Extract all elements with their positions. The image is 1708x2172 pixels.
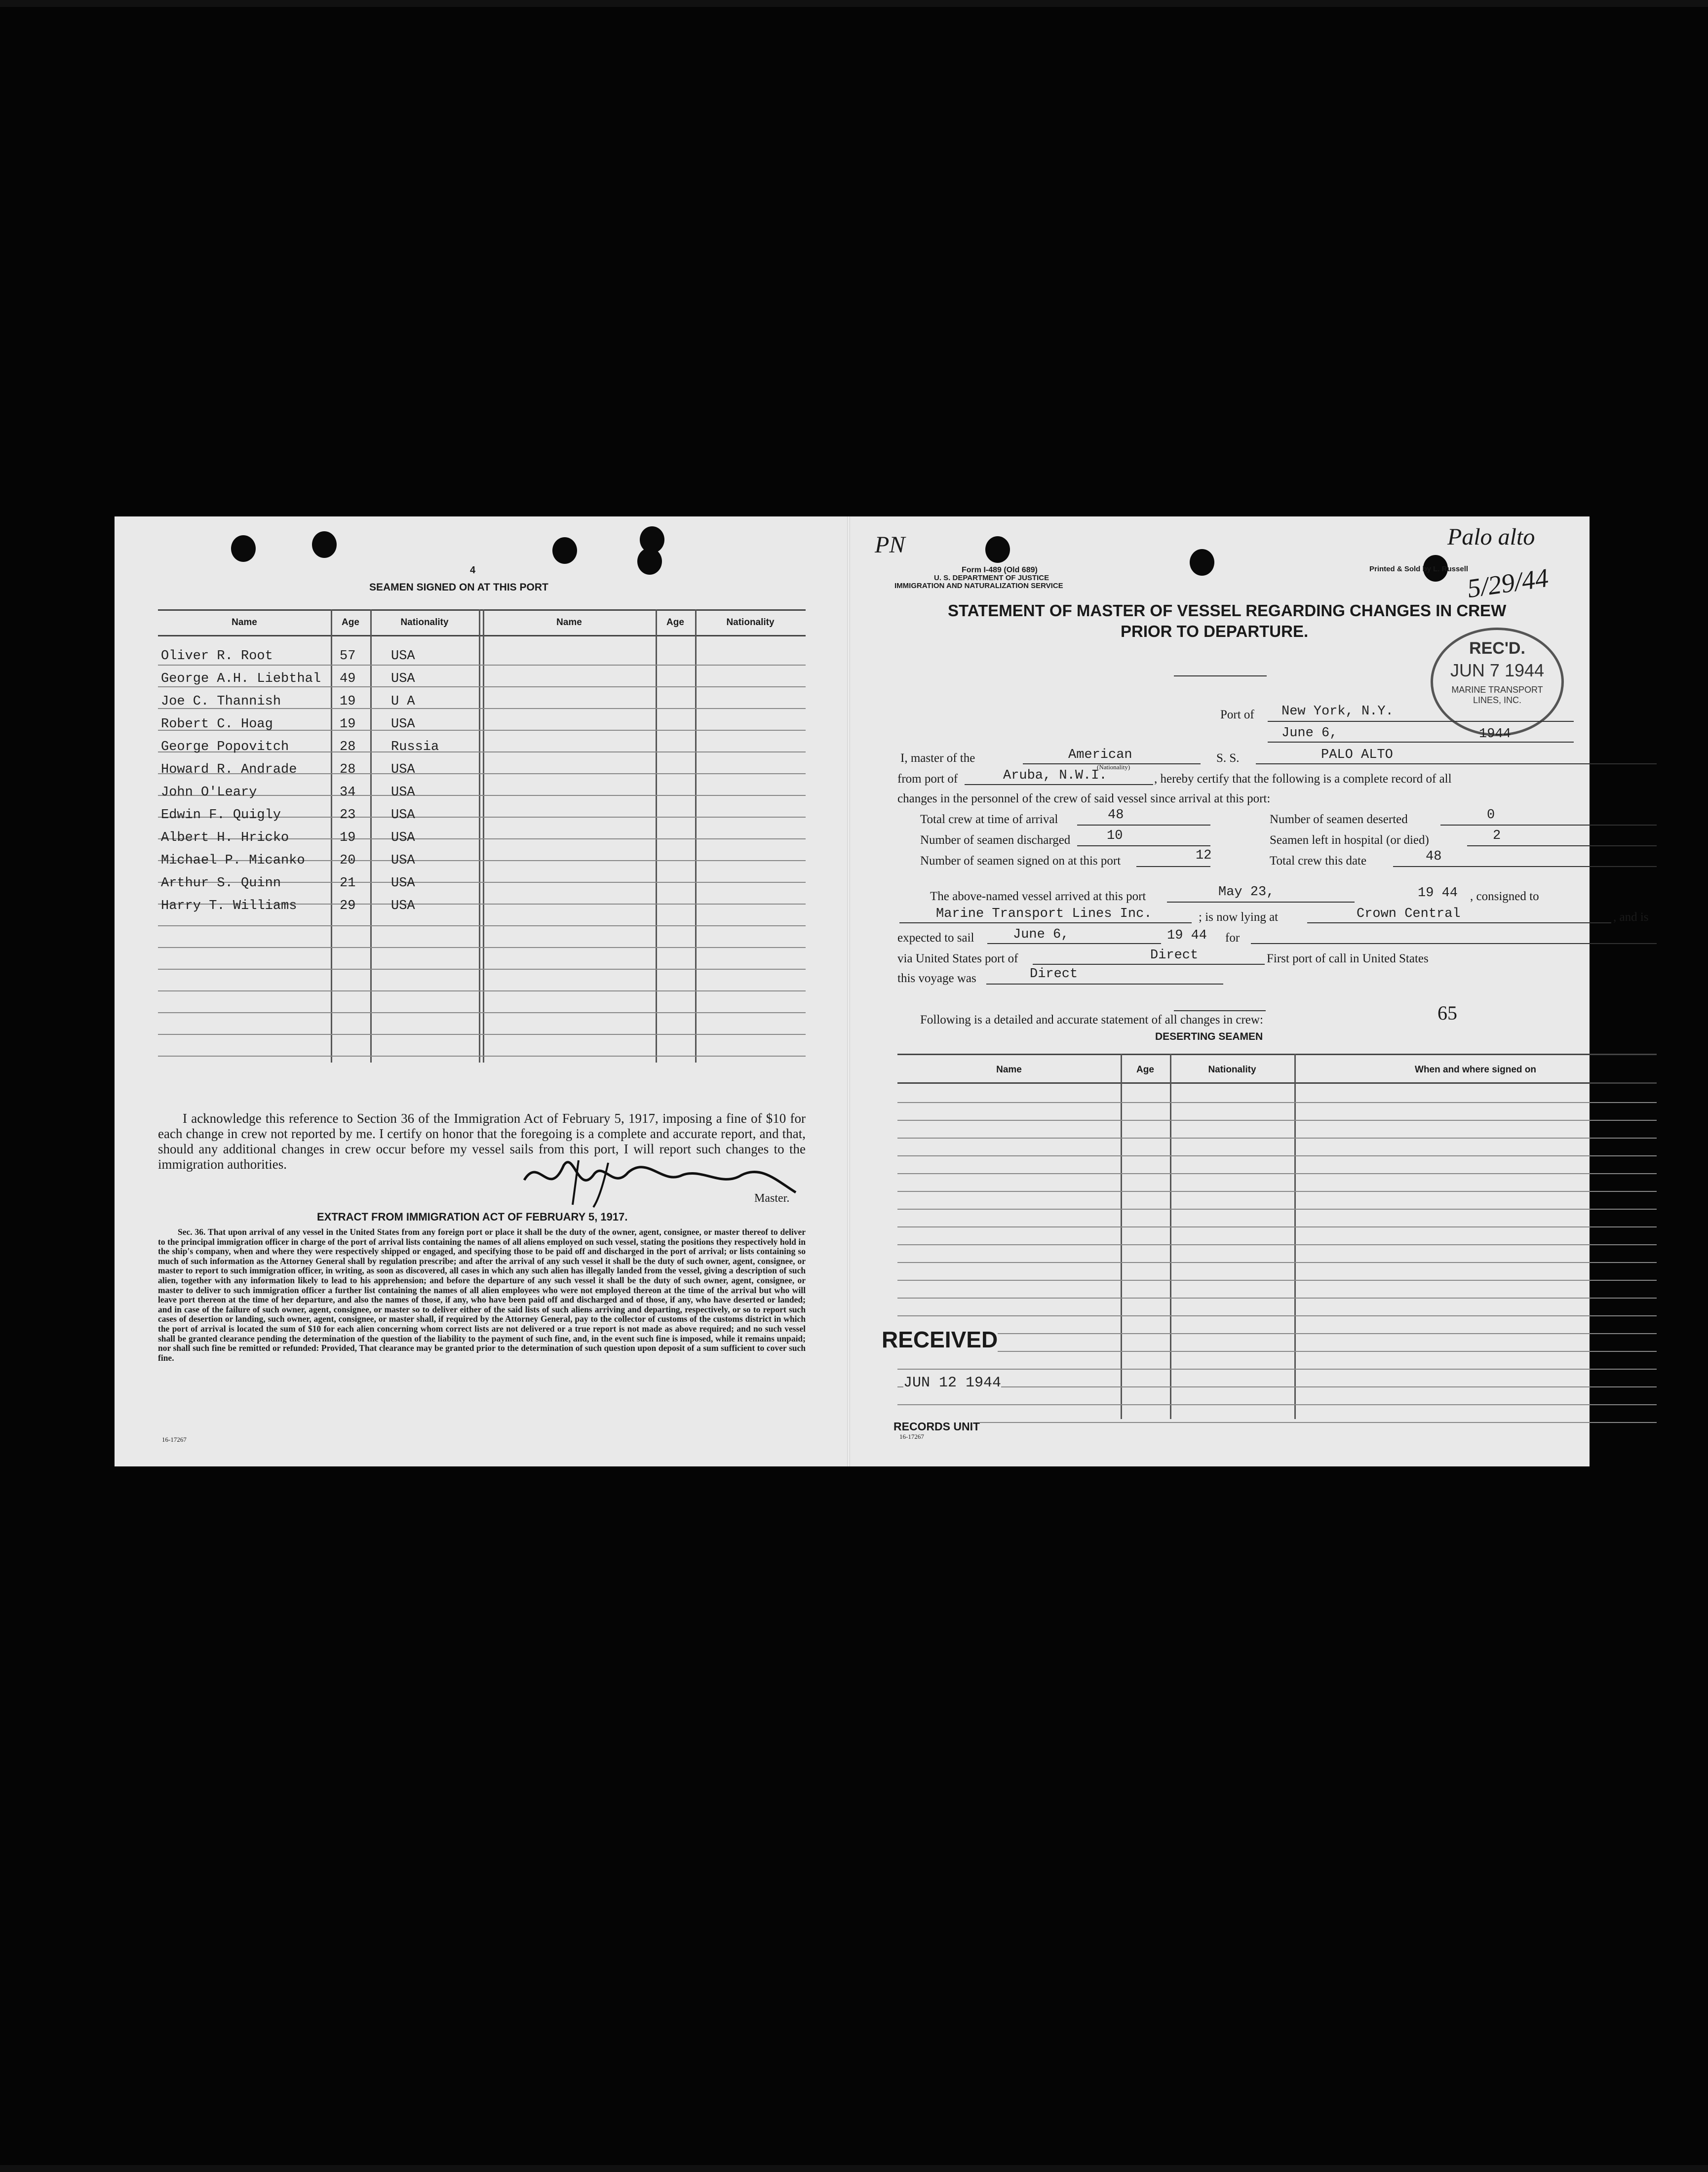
row-rule (158, 969, 806, 970)
total-arrival-value: 48 (1108, 808, 1124, 823)
col-header-age: Age (666, 617, 684, 628)
service: IMMIGRATION AND NATURALIZATION SERVICE (894, 582, 1063, 590)
department: U. S. DEPARTMENT OF JUSTICE (934, 574, 1049, 582)
crew-nationality: USA (391, 853, 415, 868)
handwritten-count: 65 (1437, 1002, 1457, 1024)
via-value: Direct (1150, 948, 1199, 963)
crew-nationality: USA (391, 899, 415, 913)
crew-nationality: USA (391, 830, 415, 845)
crew-name: Harry T. Williams (161, 899, 297, 913)
crew-nationality: U A (391, 694, 415, 709)
crew-age: 28 (340, 740, 356, 754)
crew-age: 19 (340, 830, 356, 845)
row-rule (158, 925, 806, 926)
crew-nationality: USA (391, 785, 415, 800)
row-rule (897, 1315, 1657, 1316)
row-rule (158, 686, 806, 687)
sail-date: June 6, (1013, 927, 1069, 942)
row-rule (897, 1333, 1657, 1334)
crew-age: 28 (340, 762, 356, 777)
crew-age: 49 (340, 671, 356, 686)
expected-label: expected to sail (897, 931, 974, 945)
lying-at: Crown Central (1357, 907, 1461, 921)
row-rule (897, 1351, 1657, 1352)
following-text: Following is a detailed and accurate statement of all changes in crew: (920, 1013, 1263, 1027)
row-rule (897, 1244, 1657, 1245)
received-stamp: RECEIVED (882, 1327, 998, 1352)
margin-mark: PN (875, 532, 905, 558)
received-stamp-circle (1431, 628, 1564, 736)
stamp-line-1: REC'D. (1469, 639, 1525, 658)
page-fold (847, 516, 850, 1466)
deserting-title: DESERTING SEAMEN (1155, 1031, 1263, 1042)
extract-title: EXTRACT FROM IMMIGRATION ACT OF FEBRUARY 5, 1917. (317, 1211, 628, 1223)
row-rule (897, 1298, 1657, 1299)
row-rule (897, 1191, 1657, 1192)
stamp-line-2: JUN 7 1944 (1450, 660, 1545, 680)
form-code: 16-17267 (162, 1436, 187, 1443)
crew-nationality: USA (391, 671, 415, 686)
ss-label: S. S. (1216, 751, 1240, 765)
crew-nationality: USA (391, 649, 415, 664)
printer: Printed & Sold by L. Russell (1369, 565, 1469, 573)
deserted-value: 0 (1487, 808, 1495, 823)
consigned-label: , consigned to (1470, 890, 1539, 903)
from-port-label: from port of (897, 772, 958, 786)
crew-nationality: USA (391, 808, 415, 823)
crew-name: Howard R. Andrade (161, 762, 297, 777)
crew-name: George Popovitch (161, 740, 289, 754)
crew-age: 21 (340, 876, 356, 891)
lying-label: ; is now lying at (1199, 910, 1279, 924)
handwritten-reference: 5/29/44 (1465, 562, 1551, 604)
punch-hole (552, 537, 577, 564)
consignee: Marine Transport Lines Inc. (936, 907, 1152, 921)
via-label: via United States port of (897, 952, 1018, 965)
extract-text: Sec. 36. That upon arrival of any vessel in the United States from any foreign port or place it shall be the duty of the owner, agent, consignee, or master thereof to deliver to the principal immigration officer in charge of the port of arrival lists containing the names of all aliens employed on such vessel, stating the positions they respectively hold in the ship's company, when and where they were respectively shipped or engaged, and specifying those to be paid off and discharged in the port of arrival; or lists containing so much of such information as the Attorney General shall by regulation prescribe; and after the arrival of any such vessel it shall be the duty of such owner, agent, consignee, or master to report to such immigration officer, in writing, as soon as discovered, all cases in which any such alien has illegally landed from the vessel, giving a description of such alien, together with any information likely to lead to his apprehension; and before the departure of any such vessel it shall be the duty of such owner, agent, consignee, or master to deliver to such immigration officer a further list containing the names of all alien employees who were not employed thereon at the time of the arrival but who will leave port thereon at the time of her departure, and also the names of those, if any, who have been paid off and discharged and of those, if any, who have deserted or landed; and in case of the failure of such owner, agent, consignee, or master so to deliver either of the said lists of such aliens arriving and departing, respectively, or so to report such cases of desertion or landing, such owner, agent, consignee, or master shall, if required by the Attorney General, pay to the collector of customs of the customs district in which the port of arrival is located the sum of $10 for each alien concerning whom correct lists are not delivered or a true report is not made as above required; and no such vessel shall be granted clearance pending the determination of the question of the liability to the payment of such fine, and, in the event such fine is imposed, while it remains unpaid; nor shall such fine be remitted or refunded: Provided, That clearance may be granted prior to the determination of such question upon deposit of a sum sufficient to cover such fine. (158, 1227, 806, 1363)
desert-col-nationality: Nationality (1208, 1065, 1256, 1075)
crew-nationality: USA (391, 717, 415, 732)
col-header-name: Name (556, 617, 582, 628)
punch-hole (985, 536, 1010, 563)
port-label: Port of (1220, 708, 1254, 721)
nationality-caption: (Nationality) (1097, 763, 1130, 771)
row-rule (158, 1012, 806, 1013)
title-rule (1174, 675, 1267, 676)
col-header-nationality: Nationality (400, 617, 449, 628)
right-page-title: STATEMENT OF MASTER OF VESSEL REGARDING CHANGES IN CREW (948, 601, 1507, 620)
year-value: 1944 (1479, 727, 1511, 742)
records-unit: RECORDS UNIT (893, 1420, 980, 1433)
hospital-label: Seamen left in hospital (or died) (1270, 833, 1429, 847)
page-number: 4 (470, 565, 476, 576)
crew-nationality: Russia (391, 740, 439, 754)
signature-label: Master. (754, 1192, 790, 1205)
crew-name: Joe C. Thannish (161, 694, 281, 709)
form-number: Form I-489 (Old 689) (962, 566, 1038, 574)
total-arrival-label: Total crew at time of arrival (920, 813, 1058, 826)
row-rule (897, 1369, 1657, 1370)
total-date-label: Total crew this date (1270, 854, 1367, 868)
crew-name: Michael P. Micanko (161, 853, 305, 868)
punch-hole (231, 535, 256, 562)
row-rule (897, 1155, 1657, 1156)
row-rule (158, 990, 806, 991)
desert-col-name: Name (996, 1065, 1022, 1075)
row-rule (897, 1280, 1657, 1281)
row-rule (897, 1422, 1657, 1423)
document-sheet (115, 516, 1649, 1466)
punch-hole (1190, 549, 1214, 576)
row-rule (897, 1102, 1657, 1103)
nationality-value: American (1068, 748, 1132, 762)
col-header-age: Age (342, 617, 359, 628)
film-edge-bottom (0, 2165, 1708, 2172)
desert-col-signed-on: When and where signed on (1415, 1065, 1536, 1075)
stamp-line-3: MARINE TRANSPORT (1451, 685, 1543, 695)
crew-name: John O'Leary (161, 785, 257, 800)
acknowledgement-text: I acknowledge this reference to Section 36 of the Immigration Act of February 5, 1917, imposing a fine of $10 for each change in crew not reported by me. I certify on honor that the foregoing is a complete and accurate report, and that, should any additional changes in crew occur before my vessel sails from this port, I will report such changes to the immigration authorities. (158, 1111, 806, 1172)
crew-nationality: USA (391, 876, 415, 891)
arrived-date: May 23, (1218, 885, 1275, 900)
row-rule (897, 1226, 1657, 1227)
hospital-value: 2 (1493, 829, 1501, 843)
sail-year: 19 44 (1167, 928, 1207, 943)
and-is-label: , and is (1613, 910, 1649, 924)
date-value: June 6, (1281, 726, 1338, 741)
arrived-text: The above-named vessel arrived at this port (930, 890, 1146, 903)
row-rule (897, 1209, 1657, 1210)
left-page-title: SEAMEN SIGNED ON AT THIS PORT (369, 582, 548, 593)
desert-col-age: Age (1136, 1065, 1154, 1075)
crew-age: 29 (340, 899, 356, 913)
changes-text: changes in the personnel of the crew of said vessel since arrival at this port: (897, 792, 1271, 805)
first-port-label: First port of call in United States (1267, 952, 1429, 965)
crew-name: Edwin F. Quigly (161, 808, 281, 823)
film-edge-top (0, 0, 1708, 7)
crew-age: 20 (340, 853, 356, 868)
received-date: JUN 12 1944 (903, 1375, 1002, 1391)
right-form-code: 16-17267 (899, 1433, 924, 1440)
voyage-value: Direct (1030, 967, 1078, 982)
row-rule (158, 665, 806, 666)
certify-text: , hereby certify that the following is a complete record of all (1154, 772, 1452, 786)
col-header-nationality: Nationality (726, 617, 775, 628)
row-rule (897, 1138, 1657, 1139)
deserted-label: Number of seamen deserted (1270, 813, 1408, 826)
port-value: New York, N.Y. (1281, 704, 1394, 719)
row-rule (158, 1034, 806, 1035)
crew-name: Arthur S. Quinn (161, 876, 281, 891)
row-rule (158, 947, 806, 948)
discharged-label: Number of seamen discharged (920, 833, 1071, 847)
voyage-label: this voyage was (897, 972, 976, 985)
handwritten-ship-name: Palo alto (1447, 524, 1535, 550)
crew-name: Robert C. Hoag (161, 717, 273, 732)
ship-name: PALO ALTO (1321, 748, 1393, 762)
crew-name: Oliver R. Root (161, 649, 273, 664)
signed-on-value: 12 (1196, 848, 1212, 863)
crew-age: 57 (340, 649, 356, 664)
crew-age: 23 (340, 808, 356, 823)
master-of-label: I, master of the (900, 751, 975, 765)
row-rule (897, 1386, 1657, 1387)
row-rule (897, 1404, 1657, 1405)
arrived-year: 19 44 (1418, 886, 1458, 901)
crew-age: 34 (340, 785, 356, 800)
row-rule (897, 1262, 1657, 1263)
signed-on-label: Number of seamen signed on at this port (920, 854, 1121, 868)
crew-age: 19 (340, 694, 356, 709)
row-rule (897, 1120, 1657, 1121)
col-header-name: Name (232, 617, 257, 628)
row-rule (158, 1056, 806, 1057)
crew-nationality: USA (391, 762, 415, 777)
from-port-value: Aruba, N.W.I. (1003, 768, 1107, 783)
stamp-line-4: LINES, INC. (1473, 695, 1522, 705)
total-date-value: 48 (1426, 849, 1442, 864)
discharged-value: 10 (1107, 829, 1123, 843)
crew-age: 19 (340, 717, 356, 732)
for-label: for (1225, 931, 1240, 945)
crew-name: George A.H. Liebthal (161, 671, 321, 686)
row-rule (897, 1173, 1657, 1174)
right-page-subtitle: PRIOR TO DEPARTURE. (1121, 622, 1309, 640)
crew-name: Albert H. Hricko (161, 830, 289, 845)
punch-hole (637, 548, 662, 575)
punch-hole (312, 531, 337, 558)
